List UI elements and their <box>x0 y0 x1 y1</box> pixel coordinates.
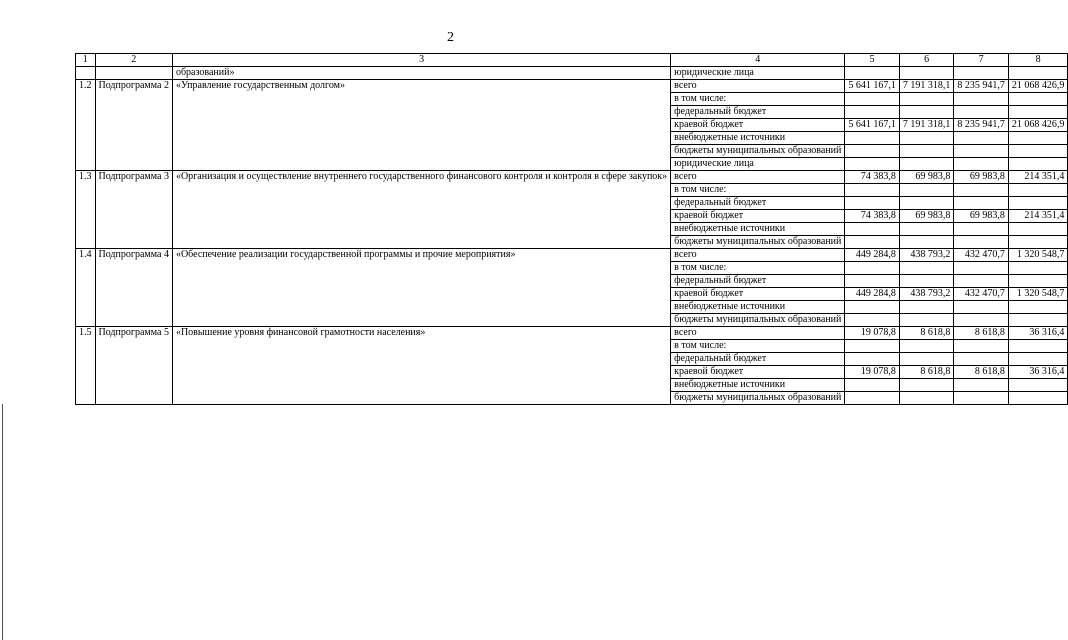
table-row <box>76 171 1068 184</box>
amount-v6: 438 793,2 <box>899 249 954 262</box>
funding-source: федеральный бюджет <box>671 197 845 210</box>
program-cell <box>95 67 172 80</box>
amount-v5 <box>845 184 900 197</box>
amount-v8 <box>1008 132 1068 145</box>
funding-source: федеральный бюджет <box>671 106 845 119</box>
amount-v7: 432 470,7 <box>954 288 1009 301</box>
amount-v6: 8 618,8 <box>899 366 954 379</box>
amount-v5: 74 383,8 <box>845 210 900 223</box>
amount-v7 <box>954 197 1009 210</box>
table-row <box>76 249 1068 262</box>
amount-v7: 8 235 941,7 <box>954 119 1009 132</box>
amount-v8 <box>1008 93 1068 106</box>
amount-v5 <box>845 236 900 249</box>
funding-source: в том числе: <box>671 93 845 106</box>
amount-v8 <box>1008 392 1068 405</box>
amount-v6 <box>899 197 954 210</box>
amount-v8: 36 316,4 <box>1008 366 1068 379</box>
amount-v8: 214 351,4 <box>1008 171 1068 184</box>
funding-source: внебюджетные источники <box>671 301 845 314</box>
program-label: Подпрограмма 4 <box>95 249 172 327</box>
amount-v6 <box>899 236 954 249</box>
amount-v5 <box>845 353 900 366</box>
funding-source: в том числе: <box>671 262 845 275</box>
funding-source: краевой бюджет <box>671 288 845 301</box>
amount-v5 <box>845 262 900 275</box>
column-header: 2 <box>95 54 172 67</box>
amount-v6 <box>899 392 954 405</box>
funding-source: в том числе: <box>671 184 845 197</box>
value-cell <box>1008 67 1068 80</box>
program-label: Подпрограмма 2 <box>95 80 172 171</box>
amount-v6 <box>899 93 954 106</box>
funding-source: всего <box>671 249 845 262</box>
column-header: 6 <box>899 54 954 67</box>
amount-v8: 21 068 426,9 <box>1008 119 1068 132</box>
funding-source: бюджеты муниципальных образований <box>671 145 845 158</box>
amount-v6: 8 618,8 <box>899 327 954 340</box>
column-header: 7 <box>954 54 1009 67</box>
funding-source: внебюджетные источники <box>671 223 845 236</box>
amount-v8 <box>1008 314 1068 327</box>
table-row <box>76 80 1068 93</box>
funding-source: бюджеты муниципальных образований <box>671 236 845 249</box>
amount-v5 <box>845 223 900 236</box>
column-header: 5 <box>845 54 900 67</box>
amount-v8 <box>1008 106 1068 119</box>
amount-v5 <box>845 392 900 405</box>
funding-source: федеральный бюджет <box>671 275 845 288</box>
amount-v7 <box>954 223 1009 236</box>
amount-v6 <box>899 275 954 288</box>
amount-v5 <box>845 93 900 106</box>
amount-v7: 69 983,8 <box>954 171 1009 184</box>
funding-source: бюджеты муниципальных образований <box>671 392 845 405</box>
amount-v5: 19 078,8 <box>845 327 900 340</box>
amount-v7 <box>954 340 1009 353</box>
amount-v8 <box>1008 340 1068 353</box>
amount-v6 <box>899 262 954 275</box>
amount-v8 <box>1008 379 1068 392</box>
program-name: «Повышение уровня финансовой грамотности населения» <box>172 327 670 405</box>
amount-v7 <box>954 158 1009 171</box>
amount-v8 <box>1008 145 1068 158</box>
amount-v8 <box>1008 262 1068 275</box>
amount-v7: 69 983,8 <box>954 210 1009 223</box>
amount-v5 <box>845 106 900 119</box>
amount-v6 <box>899 340 954 353</box>
amount-v7 <box>954 301 1009 314</box>
amount-v7 <box>954 314 1009 327</box>
program-name: «Организация и осуществление внутреннего государственного финансового контроля и контроля в сфере закупок» <box>172 171 670 249</box>
column-header: 8 <box>1008 54 1068 67</box>
column-header: 4 <box>671 54 845 67</box>
amount-v6 <box>899 184 954 197</box>
continuation-row <box>76 67 1068 80</box>
amount-v5 <box>845 197 900 210</box>
amount-v8 <box>1008 275 1068 288</box>
amount-v8: 36 316,4 <box>1008 327 1068 340</box>
funding-source: краевой бюджет <box>671 119 845 132</box>
program-label: Подпрограмма 3 <box>95 171 172 249</box>
row-number: 1.2 <box>76 80 96 171</box>
budget-table <box>75 53 1068 405</box>
amount-v6 <box>899 353 954 366</box>
amount-v7: 432 470,7 <box>954 249 1009 262</box>
program-name: «Обеспечение реализации государственной программы и прочие мероприятия» <box>172 249 670 327</box>
amount-v7 <box>954 392 1009 405</box>
page-number: 2 <box>447 30 454 45</box>
row-number: 1.3 <box>76 171 96 249</box>
amount-v7 <box>954 93 1009 106</box>
amount-v5 <box>845 340 900 353</box>
amount-v7 <box>954 262 1009 275</box>
funding-source: краевой бюджет <box>671 366 845 379</box>
amount-v6 <box>899 379 954 392</box>
amount-v8 <box>1008 184 1068 197</box>
amount-v8: 1 320 548,7 <box>1008 288 1068 301</box>
amount-v5 <box>845 314 900 327</box>
funding-source: внебюджетные источники <box>671 132 845 145</box>
value-cell <box>899 67 954 80</box>
amount-v8 <box>1008 158 1068 171</box>
funding-source: краевой бюджет <box>671 210 845 223</box>
table-row <box>76 327 1068 340</box>
amount-v8: 1 320 548,7 <box>1008 249 1068 262</box>
header-row <box>76 54 1068 67</box>
amount-v8: 214 351,4 <box>1008 210 1068 223</box>
funding-source: внебюджетные источники <box>671 379 845 392</box>
amount-v5 <box>845 379 900 392</box>
amount-v7 <box>954 106 1009 119</box>
amount-v5: 74 383,8 <box>845 171 900 184</box>
value-cell <box>954 67 1009 80</box>
amount-v7: 8 618,8 <box>954 327 1009 340</box>
number-cell <box>76 67 96 80</box>
column-header: 3 <box>172 54 670 67</box>
amount-v8 <box>1008 353 1068 366</box>
scan-edge-line <box>2 404 3 640</box>
amount-v8 <box>1008 223 1068 236</box>
amount-v6 <box>899 158 954 171</box>
funding-source: всего <box>671 80 845 93</box>
amount-v6: 438 793,2 <box>899 288 954 301</box>
amount-v6 <box>899 301 954 314</box>
value-cell <box>845 67 900 80</box>
source-cell: юридические лица <box>671 67 845 80</box>
funding-source: юридические лица <box>671 158 845 171</box>
name-cell: образований» <box>172 67 670 80</box>
amount-v8 <box>1008 301 1068 314</box>
amount-v5: 5 641 167,1 <box>845 80 900 93</box>
amount-v7 <box>954 275 1009 288</box>
amount-v6: 69 983,8 <box>899 171 954 184</box>
amount-v5: 19 078,8 <box>845 366 900 379</box>
program-label: Подпрограмма 5 <box>95 327 172 405</box>
amount-v5 <box>845 145 900 158</box>
amount-v5: 449 284,8 <box>845 288 900 301</box>
amount-v5 <box>845 301 900 314</box>
amount-v6 <box>899 145 954 158</box>
amount-v7 <box>954 145 1009 158</box>
amount-v8: 21 068 426,9 <box>1008 80 1068 93</box>
funding-source: всего <box>671 327 845 340</box>
funding-source: федеральный бюджет <box>671 353 845 366</box>
amount-v6: 7 191 318,1 <box>899 119 954 132</box>
amount-v6 <box>899 314 954 327</box>
amount-v7: 8 618,8 <box>954 366 1009 379</box>
row-number: 1.5 <box>76 327 96 405</box>
amount-v7 <box>954 132 1009 145</box>
amount-v6 <box>899 106 954 119</box>
amount-v8 <box>1008 197 1068 210</box>
amount-v6: 7 191 318,1 <box>899 80 954 93</box>
amount-v7: 8 235 941,7 <box>954 80 1009 93</box>
amount-v8 <box>1008 236 1068 249</box>
amount-v5 <box>845 275 900 288</box>
amount-v7 <box>954 184 1009 197</box>
amount-v5: 449 284,8 <box>845 249 900 262</box>
amount-v6 <box>899 132 954 145</box>
funding-source: всего <box>671 171 845 184</box>
program-name: «Управление государственным долгом» <box>172 80 670 171</box>
amount-v7 <box>954 236 1009 249</box>
funding-source: бюджеты муниципальных образований <box>671 314 845 327</box>
row-number: 1.4 <box>76 249 96 327</box>
amount-v6: 69 983,8 <box>899 210 954 223</box>
amount-v7 <box>954 379 1009 392</box>
amount-v7 <box>954 353 1009 366</box>
amount-v5 <box>845 132 900 145</box>
amount-v6 <box>899 223 954 236</box>
column-header: 1 <box>76 54 96 67</box>
amount-v5: 5 641 167,1 <box>845 119 900 132</box>
amount-v5 <box>845 158 900 171</box>
funding-source: в том числе: <box>671 340 845 353</box>
